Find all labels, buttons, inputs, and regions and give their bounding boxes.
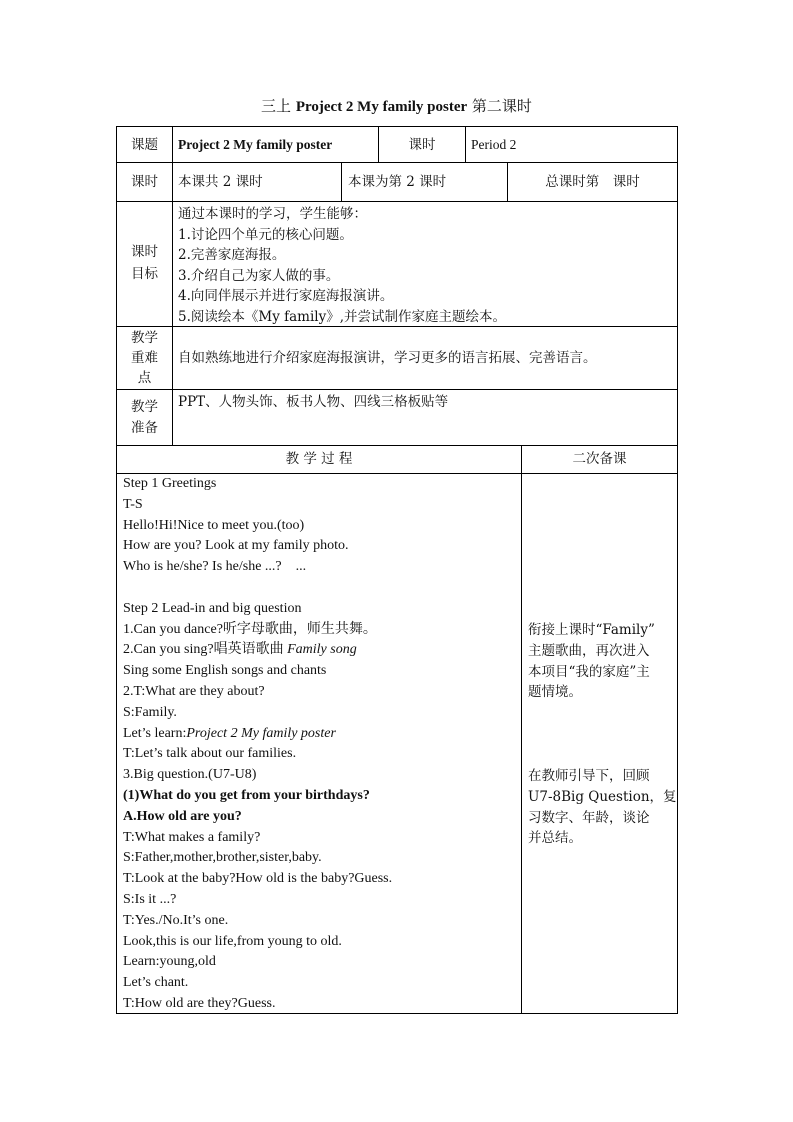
process-line: 2.T:What are they about? (123, 683, 265, 699)
notes-header: 二次备课 (572, 451, 627, 467)
goal-item: 4.向同伴展示并进行家庭海报演讲。 (178, 288, 394, 304)
table-rule (341, 162, 342, 201)
prep-label-2: 准备 (131, 420, 158, 436)
goal-item: 5.阅读绘本《My family》,并尝试制作家庭主题绘本。 (178, 308, 507, 325)
table-rule (117, 162, 677, 163)
process-line: A.How old are you? (123, 808, 242, 824)
goal-item: 1.讨论四个单元的核心问题。 (178, 226, 353, 243)
key-label-2: 重难 (131, 350, 158, 366)
note-line: 题情境。 (528, 684, 582, 701)
note-line: 并总结。 (528, 830, 582, 847)
notes-block-1 (528, 620, 655, 703)
project-title: Project 2 My family poster (186, 725, 336, 741)
key-label-1: 教学 (131, 330, 158, 346)
goals-label-2: 目标 (131, 266, 158, 282)
table-rule (117, 389, 677, 390)
hours-label: 课时 (131, 174, 158, 190)
key-points: 自如熟练地进行介绍家庭海报演讲，学习更多的语言拓展、完善语言。 (178, 350, 597, 366)
process-line: T:Let’s talk about our families. (123, 746, 297, 762)
lesson-plan-table (116, 126, 678, 1014)
process-line: T:Yes./No.It’s one. (123, 912, 229, 928)
process-line (123, 578, 392, 599)
title-project: Project 2 My family poster (295, 99, 468, 115)
topic-value: Project 2 My family poster (178, 137, 333, 152)
table-rule (117, 201, 677, 202)
total-hours: 本课共 2 课时 (178, 174, 263, 190)
process-line: S:Father,mother,brother,sister,baby. (123, 850, 322, 866)
song-title: Family song (287, 642, 357, 658)
process-content (123, 474, 392, 1015)
goal-item: 通过本课时的学习，学生能够： (178, 206, 367, 222)
process-line-text: 2.Can you sing?唱英语歌曲 (123, 642, 288, 658)
note-line: 习数字、年龄，谈论 (528, 809, 650, 826)
title-prefix: 三上 (261, 97, 296, 115)
table-rule (117, 445, 677, 446)
goal-item: 2.完善家庭海报。 (178, 247, 286, 263)
overall-hour: 总课时第 课时 (545, 174, 640, 190)
prep-materials: PPT、人物头饰、板书人物、四线三格板贴等 (178, 394, 449, 410)
process-line: Who is he/she? Is he/she ...? ... (123, 559, 307, 575)
process-line: T:What makes a family? (123, 829, 261, 845)
process-line: T-S (123, 496, 143, 512)
process-line: Hello!Hi!Nice to meet you.(too) (123, 517, 305, 533)
process-line (123, 640, 392, 661)
period-label: 课时 (408, 137, 436, 153)
process-line: Step 1 Greetings (123, 476, 217, 491)
process-line: S:Is it ...? (123, 891, 177, 907)
current-hour: 本课为第 2 课时 (348, 174, 447, 190)
process-header: 教 学 过 程 (285, 451, 353, 467)
goals-label-1: 课时 (131, 244, 158, 260)
note-line: 在教师引导下，回顾 (528, 768, 650, 784)
title-suffix: 第二课时 (467, 97, 532, 115)
process-line-text: Let’s learn: (123, 725, 187, 741)
process-line: Look,this is our life,from young to old. (123, 933, 342, 949)
process-line: 1.Can you dance?听字母歌曲，师生共舞。 (123, 621, 377, 637)
process-line: 3.Big question.(U7-U8) (123, 767, 257, 783)
note-line: 主题歌曲，再次进入 (528, 642, 650, 659)
note-line: 衔接上课时“Family” (528, 622, 655, 638)
topic-label: 课题 (131, 137, 158, 153)
goal-item: 3.介绍自己为家人做的事。 (178, 267, 340, 284)
process-line: Learn:young,old (123, 954, 216, 970)
process-line (123, 724, 392, 745)
note-line: U7-8Big Question，复 (528, 788, 677, 805)
document-title (0, 96, 793, 117)
process-line: Let’s chant. (123, 975, 189, 991)
process-line: T:Look at the baby?How old is the baby?Guess. (123, 871, 393, 887)
goals-list (178, 204, 506, 327)
process-line: How are you? Look at my family photo. (123, 538, 349, 554)
table-rule (172, 127, 173, 445)
note-line: 本项目“我的家庭”主 (528, 663, 650, 680)
process-line: Sing some English songs and chants (123, 663, 327, 679)
table-rule (465, 127, 466, 162)
process-line: Step 2 Lead-in and big question (123, 600, 302, 616)
process-line: T:How old are they?Guess. (123, 995, 276, 1011)
notes-block-2 (528, 766, 677, 849)
prep-label-1: 教学 (131, 399, 158, 415)
process-line: S:Family. (123, 704, 177, 720)
key-label-3: 点 (137, 370, 152, 386)
process-line: (1)What do you get from your birthdays? (123, 787, 370, 803)
table-rule (521, 445, 522, 1013)
period-value: Period 2 (471, 137, 517, 152)
